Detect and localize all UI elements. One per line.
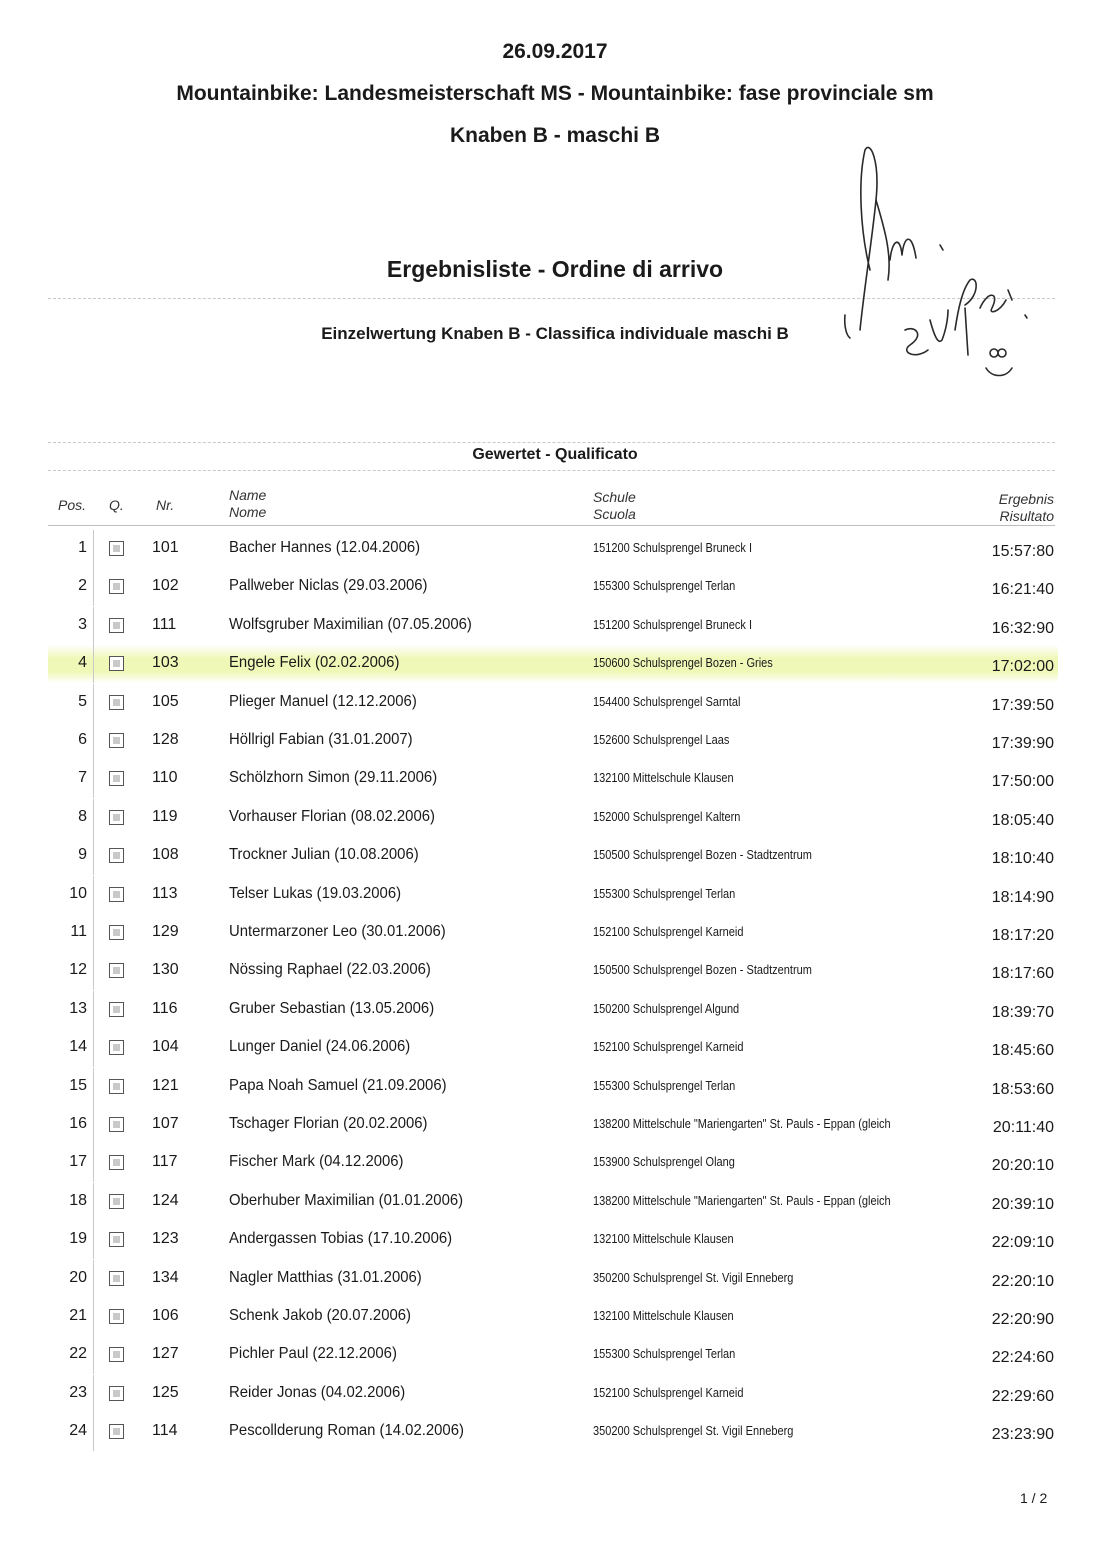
school-cell: 152100 Schulsprengel Karneid [593, 1385, 744, 1400]
school-cell: 151200 Schulsprengel Bruneck I [593, 541, 753, 555]
table-row [48, 684, 1058, 722]
result-time-cell: 16:21:40 [991, 581, 1054, 599]
column-divider [93, 1298, 94, 1336]
qualified-checkbox [109, 1079, 124, 1094]
athlete-name-cell: Telser Lukas (19.03.2006) [229, 884, 402, 902]
bib-number-cell: 108 [152, 846, 179, 864]
table-row [48, 1375, 1058, 1413]
table-row [48, 1144, 1058, 1182]
column-divider [93, 1336, 94, 1374]
qualified-checkbox [109, 810, 124, 825]
table-row [48, 1336, 1058, 1374]
school-cell: 150500 Schulsprengel Bozen - Stadtzentrum [593, 963, 812, 978]
athlete-name-cell: Untermarzoner Leo (30.01.2006) [229, 923, 446, 940]
column-divider [93, 876, 94, 914]
result-time-cell: 20:20:10 [991, 1157, 1054, 1175]
column-divider [93, 1183, 94, 1221]
school-cell: 132100 Mittelschule Klausen [593, 1232, 734, 1247]
bib-number-cell: 117 [152, 1153, 178, 1171]
bib-number-cell: 113 [152, 884, 178, 902]
qualified-checkbox [109, 1309, 124, 1324]
position-cell: 20 [69, 1268, 87, 1286]
column-divider [93, 1029, 94, 1067]
school-cell: 152600 Schulsprengel Laas [593, 733, 730, 747]
school-cell: 151200 Schulsprengel Bruneck I [593, 617, 753, 632]
table-row [48, 1068, 1058, 1106]
category-title: Knaben B - maschi B [449, 124, 661, 147]
result-time-cell: 17:02:00 [991, 658, 1054, 676]
table-row [48, 1260, 1058, 1298]
bib-number-cell: 114 [152, 1422, 178, 1440]
column-header-nr: Nr. [156, 497, 175, 513]
bib-number-cell: 134 [152, 1268, 179, 1286]
result-time-cell: 22:29:60 [991, 1387, 1054, 1405]
bib-number-cell: 107 [152, 1115, 179, 1132]
column-divider [93, 607, 94, 645]
bib-number-cell: 123 [152, 1230, 179, 1248]
position-cell: 13 [69, 999, 87, 1017]
bib-number-cell: 105 [152, 692, 179, 710]
school-cell: 155300 Schulsprengel Terlan [593, 886, 736, 901]
position-cell: 10 [69, 884, 87, 902]
column-header-name [229, 487, 266, 521]
result-time-cell: 20:39:10 [991, 1195, 1054, 1213]
result-time-cell: 22:09:10 [991, 1234, 1054, 1252]
result-time-cell: 16:32:90 [991, 619, 1054, 637]
table-row [48, 1029, 1058, 1067]
school-cell: 350200 Schulsprengel St. Vigil Enneberg [593, 1270, 794, 1285]
result-time-cell: 18:05:40 [991, 811, 1054, 829]
qualified-checkbox [109, 541, 124, 556]
result-time-cell: 22:24:60 [991, 1349, 1054, 1367]
qualified-checkbox [109, 579, 124, 594]
table-row [48, 645, 1058, 683]
athlete-name-cell: Tschager Florian (20.02.2006) [229, 1115, 428, 1132]
school-cell: 138200 Mittelschule "Mariengarten" St. Pauls - Eppan (gleich [593, 1193, 891, 1208]
bib-number-cell: 116 [152, 999, 178, 1017]
header-rule [48, 525, 1055, 526]
athlete-name-cell: Vorhauser Florian (08.02.2006) [229, 807, 435, 825]
result-time-cell: 15:57:80 [991, 543, 1054, 560]
school-cell: 350200 Schulsprengel St. Vigil Enneberg [593, 1424, 794, 1439]
qualified-checkbox [109, 963, 124, 978]
bib-number-cell: 111 [152, 615, 177, 633]
handwritten-signature [830, 140, 1050, 390]
table-row [48, 568, 1058, 606]
bib-number-cell: 125 [152, 1383, 179, 1401]
table-row [48, 1106, 1058, 1144]
result-time-cell: 18:45:60 [991, 1042, 1054, 1060]
column-header-school [593, 489, 636, 523]
column-header-school-it: Scuola [593, 506, 636, 522]
column-divider [93, 530, 94, 568]
column-header-result-it: Risultato [999, 508, 1054, 524]
bib-number-cell: 110 [152, 769, 178, 787]
position-cell: 2 [78, 577, 87, 595]
qualified-checkbox [109, 1424, 124, 1439]
table-row [48, 991, 1058, 1029]
school-cell: 152100 Schulsprengel Karneid [593, 925, 744, 939]
result-time-cell: 17:39:90 [991, 735, 1054, 752]
position-cell: 9 [78, 846, 87, 864]
athlete-name-cell: Pallweber Niclas (29.03.2006) [229, 577, 428, 595]
qualified-checkbox [109, 1271, 124, 1286]
bib-number-cell: 103 [152, 654, 179, 672]
column-divider [93, 914, 94, 952]
column-divider [93, 645, 94, 683]
athlete-name-cell: Bacher Hannes (12.04.2006) [229, 539, 421, 556]
bib-number-cell: 128 [152, 731, 179, 748]
column-divider [93, 1068, 94, 1106]
result-time-cell: 17:39:50 [991, 696, 1054, 714]
column-divider [93, 568, 94, 606]
table-row [48, 607, 1058, 645]
column-divider [93, 952, 94, 990]
result-time-cell: 23:23:90 [991, 1426, 1054, 1444]
result-time-cell: 18:14:90 [991, 888, 1054, 906]
school-cell: 154400 Schulsprengel Sarntal [593, 694, 741, 709]
divider [48, 470, 1055, 471]
column-divider [93, 760, 94, 798]
result-time-cell: 22:20:10 [991, 1272, 1054, 1290]
result-time-cell: 17:50:00 [991, 773, 1054, 791]
qualified-checkbox [109, 771, 124, 786]
school-cell: 155300 Schulsprengel Terlan [593, 1347, 736, 1362]
position-cell: 11 [70, 923, 87, 940]
column-header-result [950, 491, 1054, 525]
position-cell: 19 [69, 1230, 87, 1248]
qualified-checkbox [109, 656, 124, 671]
column-divider [93, 991, 94, 1029]
qualified-checkbox [109, 733, 124, 748]
position-cell: 15 [69, 1076, 87, 1094]
result-time-cell: 18:17:20 [991, 927, 1054, 944]
athlete-name-cell: Engele Felix (02.02.2006) [229, 654, 400, 672]
school-cell: 155300 Schulsprengel Terlan [593, 579, 736, 594]
result-time-cell: 18:17:60 [991, 965, 1054, 983]
column-header-pos: Pos. [58, 497, 87, 513]
athlete-name-cell: Wolfsgruber Maximilian (07.05.2006) [229, 615, 472, 633]
qualified-checkbox [109, 695, 124, 710]
qualified-checkbox [109, 1117, 124, 1132]
result-time-cell: 18:10:40 [991, 850, 1054, 868]
athlete-name-cell: Trockner Julian (10.08.2006) [229, 846, 419, 864]
bib-number-cell: 119 [152, 807, 178, 825]
table-row [48, 1413, 1058, 1451]
column-header-name-de: Name [229, 487, 267, 503]
results-list-title: Ergebnisliste - Ordine di arrivo [386, 256, 724, 282]
column-divider [93, 1413, 94, 1451]
athlete-name-cell: Höllrigl Fabian (31.01.2007) [229, 731, 413, 748]
qualified-checkbox [109, 1194, 124, 1209]
table-row [48, 530, 1058, 568]
position-cell: 5 [78, 692, 87, 710]
position-cell: 1 [78, 539, 87, 556]
athlete-name-cell: Pescollderung Roman (14.02.2006) [229, 1422, 464, 1440]
document-date: 26.09.2017 [502, 40, 608, 63]
page-number: 1 / 2 [1020, 1490, 1048, 1506]
school-cell: 132100 Mittelschule Klausen [593, 1309, 734, 1323]
school-cell: 152100 Schulsprengel Karneid [593, 1040, 744, 1055]
bib-number-cell: 102 [152, 577, 179, 595]
column-divider [93, 1144, 94, 1182]
position-cell: 16 [69, 1115, 87, 1132]
athlete-name-cell: Nössing Raphael (22.03.2006) [229, 961, 431, 979]
position-cell: 21 [69, 1307, 87, 1324]
bib-number-cell: 101 [152, 539, 179, 556]
column-divider [93, 1106, 94, 1144]
qualified-checkbox [109, 1347, 124, 1362]
school-cell: 153900 Schulsprengel Olang [593, 1155, 735, 1170]
bib-number-cell: 104 [152, 1038, 179, 1056]
athlete-name-cell: Fischer Mark (04.12.2006) [229, 1153, 404, 1171]
qualified-checkbox [109, 618, 124, 633]
column-header-school-de: Schule [593, 489, 636, 505]
qualified-checkbox [109, 887, 124, 902]
position-cell: 12 [69, 961, 87, 979]
athlete-name-cell: Lunger Daniel (24.06.2006) [229, 1038, 411, 1056]
table-row [48, 799, 1058, 837]
school-cell: 132100 Mittelschule Klausen [593, 771, 734, 786]
qualified-checkbox [109, 1386, 124, 1401]
qualified-checkbox [109, 1040, 124, 1055]
athlete-name-cell: Reider Jonas (04.02.2006) [229, 1383, 406, 1401]
athlete-name-cell: Papa Noah Samuel (21.09.2006) [229, 1076, 447, 1094]
table-row [48, 876, 1058, 914]
column-divider [93, 1221, 94, 1259]
athlete-name-cell: Andergassen Tobias (17.10.2006) [229, 1230, 453, 1248]
position-cell: 7 [78, 769, 87, 787]
school-cell: 150600 Schulsprengel Bozen - Gries [593, 656, 773, 671]
qualified-checkbox [109, 925, 124, 940]
school-cell: 155300 Schulsprengel Terlan [593, 1078, 736, 1093]
athlete-name-cell: Nagler Matthias (31.01.2006) [229, 1268, 422, 1286]
qualified-checkbox [109, 848, 124, 863]
event-title: Mountainbike: Landesmeisterschaft MS - Mountainbike: fase provinciale sm [176, 82, 934, 105]
column-header-name-it: Nome [229, 504, 267, 520]
position-cell: 8 [78, 807, 87, 825]
position-cell: 4 [78, 654, 87, 672]
result-time-cell: 18:39:70 [991, 1003, 1054, 1021]
table-row [48, 722, 1058, 760]
position-cell: 3 [78, 615, 87, 633]
column-divider [93, 799, 94, 837]
bib-number-cell: 127 [152, 1345, 179, 1363]
bib-number-cell: 121 [152, 1076, 179, 1094]
table-row [48, 1183, 1058, 1221]
column-divider [93, 684, 94, 722]
position-cell: 23 [69, 1383, 87, 1401]
table-row [48, 837, 1058, 875]
section-title: Gewertet - Qualificato [472, 446, 638, 463]
position-cell: 22 [69, 1345, 87, 1363]
athlete-name-cell: Oberhuber Maximilian (01.01.2006) [229, 1191, 464, 1209]
result-time-cell: 20:11:40 [992, 1119, 1054, 1136]
result-time-cell: 22:20:90 [991, 1311, 1054, 1328]
column-header-result-de: Ergebnis [998, 491, 1054, 507]
athlete-name-cell: Plieger Manuel (12.12.2006) [229, 692, 417, 710]
athlete-name-cell: Pichler Paul (22.12.2006) [229, 1345, 397, 1363]
table-row [48, 952, 1058, 990]
qualified-checkbox [109, 1002, 124, 1017]
bib-number-cell: 106 [152, 1307, 179, 1324]
school-cell: 152000 Schulsprengel Kaltern [593, 809, 741, 824]
athlete-name-cell: Schölzhorn Simon (29.11.2006) [229, 769, 438, 787]
athlete-name-cell: Schenk Jakob (20.07.2006) [229, 1307, 411, 1324]
position-cell: 14 [69, 1038, 87, 1056]
position-cell: 6 [78, 731, 87, 748]
athlete-name-cell: Gruber Sebastian (13.05.2006) [229, 999, 435, 1017]
qualified-checkbox [109, 1155, 124, 1170]
bib-number-cell: 129 [152, 923, 179, 940]
table-row [48, 1298, 1058, 1336]
column-divider [93, 1260, 94, 1298]
school-cell: 150200 Schulsprengel Algund [593, 1001, 740, 1016]
result-time-cell: 18:53:60 [991, 1080, 1054, 1098]
school-cell: 150500 Schulsprengel Bozen - Stadtzentrum [593, 848, 812, 863]
column-divider [93, 722, 94, 760]
position-cell: 24 [69, 1422, 87, 1440]
table-row [48, 914, 1058, 952]
ranking-subtitle: Einzelwertung Knaben B - Classifica individuale maschi B [321, 324, 789, 343]
qualified-checkbox [109, 1232, 124, 1247]
position-cell: 17 [69, 1153, 87, 1171]
table-row [48, 760, 1058, 798]
table-row [48, 1221, 1058, 1259]
column-divider [93, 1375, 94, 1413]
divider [48, 442, 1055, 443]
position-cell: 18 [69, 1191, 87, 1209]
column-header-q: Q. [109, 497, 124, 513]
bib-number-cell: 130 [152, 961, 179, 979]
bib-number-cell: 124 [152, 1191, 179, 1209]
column-divider [93, 837, 94, 875]
school-cell: 138200 Mittelschule "Mariengarten" St. Pauls - Eppan (gleich [593, 1117, 891, 1131]
